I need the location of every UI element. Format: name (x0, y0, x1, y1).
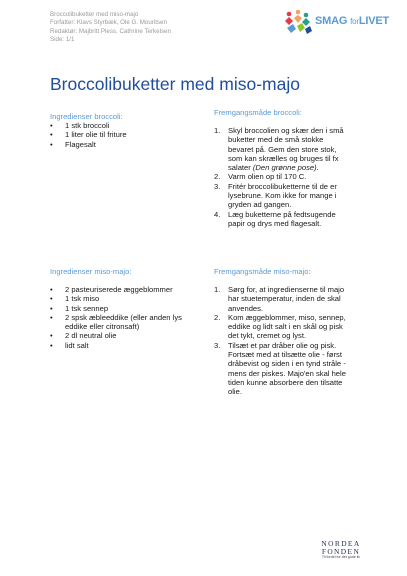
list-item: 2. Varm olien op til 170 C. (214, 172, 307, 182)
method-majo-heading: Fremgangsmåde miso-majo: (214, 267, 311, 276)
list-item: • 1 tsk miso (50, 294, 200, 303)
method-broccoli-heading: Fremgangsmåde broccoli: (214, 108, 302, 117)
list-item: • Flagesalt (50, 140, 200, 149)
list-item: 3. Tilsæt et par dråber olie og pisk. Fortsæt med at tilsætte olie - først dråbevist og siden i en tynd stråle - mens der piskes. Majo'en skal hele tiden kunne absorbere den tilsatte olie. (214, 340, 346, 397)
method-broccoli-steps (214, 126, 374, 228)
list-item: • 1 liter olie til friture (50, 130, 200, 139)
document-header (50, 11, 171, 44)
ingredients-majo-heading: Ingredienser miso-majo: (50, 267, 132, 276)
logo-wordmark: SMAG forLIVET (315, 15, 389, 27)
header-authors: Forfatter: Klavs Styrbæk, Ole G. Mouritsen (50, 19, 167, 27)
method-majo-steps (214, 285, 374, 397)
header-editors: Redaktør: Majbritt Pless, Cathrine Terkelsen (50, 27, 171, 35)
list-item: • 2 spsk æbleeddike (eller anden lys eddike eller citronsaft) (50, 313, 200, 332)
page-title: Broccolibuketter med miso-majo (50, 74, 300, 94)
colorful-figures-icon (283, 9, 313, 35)
list-item: 1. Sørg for, at ingredienserne til majo har stuetemperatur, inden de skal anvendes. (214, 285, 345, 313)
ingredients-majo-list (50, 285, 200, 350)
list-item: • 1 tsk sennep (50, 304, 200, 313)
list-item: 3. Fritér broccolibuketterne til de er lysebrune. Kom ikke for mange i gryden ad gangen. (214, 181, 337, 210)
list-item: • 2 dl neutral olie (50, 331, 200, 340)
ingredients-broccoli-heading: Ingredienser broccoli: (50, 112, 123, 121)
list-item: • lidt salt (50, 341, 200, 350)
list-item: • 1 stk broccoli (50, 121, 200, 130)
list-item: 4. Læg buketterne på fedtsugende papir og drys med flagesalt. (214, 209, 336, 228)
smag-for-livet-logo (283, 9, 389, 35)
header-page: Side: 1/1 (50, 35, 75, 43)
list-item: 2. Kom æggeblommer, miso, sennep, eddike og lidt salt i en skål og pisk det tykt, cremet og lyst. (214, 312, 346, 341)
header-recipe-name: Broccolibuketter med miso-majo (50, 11, 139, 18)
list-item: • 2 pasteuriserede æggeblommer (50, 285, 200, 294)
list-item: 1. Skyl broccolien og skær den i små buketter med de små stokke bevaret på. Gem den store stok, som kan skrælles og bruges til fx salater (Den grønne pose). (214, 126, 344, 173)
nordea-fonden-logo: NORDEA FONDEN Til fordel for det gode liv (321, 539, 361, 560)
ingredients-broccoli-list (50, 121, 200, 149)
